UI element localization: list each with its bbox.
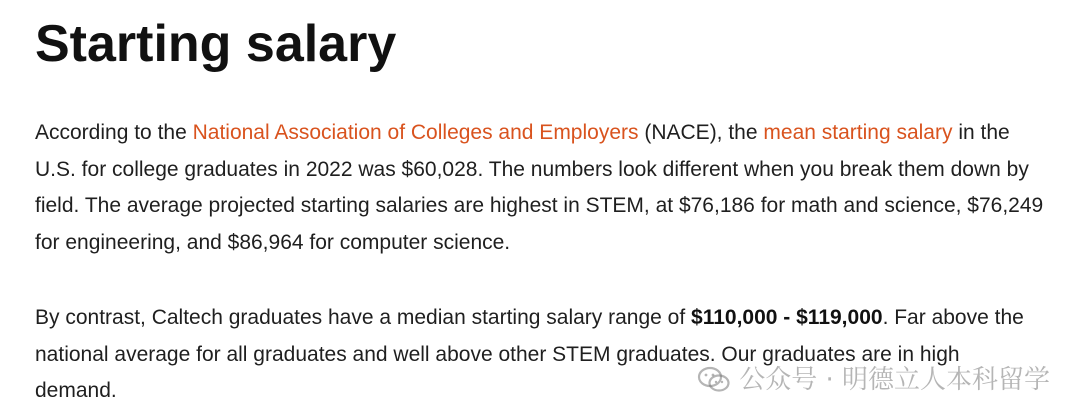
page-title: Starting salary [35, 15, 397, 73]
paragraph-text: . Far above the national average for all graduates and well above other STEM graduates. Our graduates are in high demand. [35, 306, 1024, 402]
paragraph-caltech-contrast [35, 300, 1045, 410]
mean-starting-salary-link[interactable]: mean starting salary [763, 121, 953, 144]
paragraph-starting-salary [35, 115, 1045, 261]
paragraph-text: According to the [35, 121, 193, 144]
watermark-text: 公众号 · 明德立人本科留学 [739, 365, 1050, 395]
paragraph-text: in the U.S. for college graduates in 2022 was $60,028. The numbers look different when you break them down by field. The average projected starting salaries are highest in STEM, at $76,186 for math and science, $76,249 for engineering, and $86,964 for computer science. [35, 121, 1044, 254]
salary-range-highlight: $110,000 - $119,000 [691, 306, 883, 329]
nace-link[interactable]: National Association of Colleges and Employers [192, 121, 639, 144]
paragraph-text: By contrast, Caltech graduates have a median starting salary range of [35, 306, 692, 329]
paragraph-text: (NACE), the [638, 121, 764, 144]
